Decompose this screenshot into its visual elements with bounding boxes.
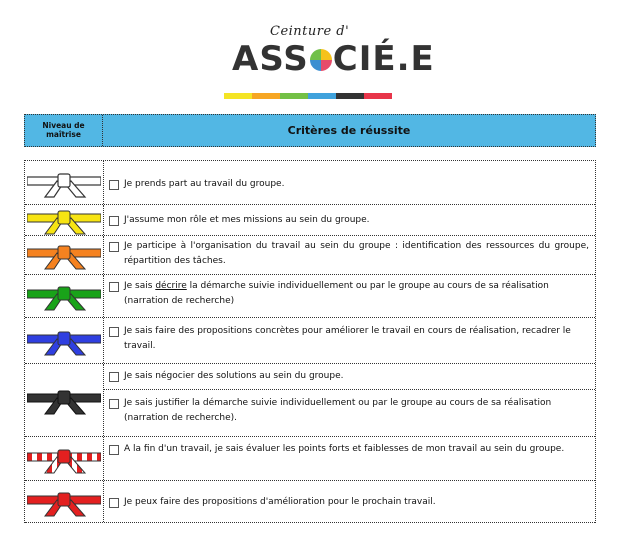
yellow-belt-icon bbox=[27, 205, 101, 235]
red-white-belt-icon bbox=[27, 444, 101, 474]
color-stripe-green bbox=[280, 93, 308, 99]
logo bbox=[0, 0, 620, 110]
white-belt-icon bbox=[27, 168, 101, 198]
criterion-text: Je sais décrire la démarche suivie individuellement ou par le groupe au cours de sa réalisation (narration de recherche) bbox=[124, 281, 549, 306]
table-row bbox=[25, 481, 595, 523]
table-row bbox=[103, 364, 595, 390]
color-stripe-orange bbox=[252, 93, 280, 99]
black-belt-icon bbox=[27, 385, 101, 415]
criterion-checkbox[interactable] bbox=[109, 282, 119, 292]
criterion-text: Je sais faire des propositions concrètes pour améliorer le travail en cours de réalisation, recadrer le travail. bbox=[124, 326, 571, 351]
header-level: Niveau de maîtrise bbox=[25, 115, 103, 146]
criterion-checkbox[interactable] bbox=[109, 327, 119, 337]
criterion-checkbox[interactable] bbox=[109, 216, 119, 226]
criterion-text: A la fin d'un travail, je sais évaluer les points forts et faiblesses de mon travail au sein du groupe. bbox=[124, 444, 565, 454]
table-row bbox=[25, 236, 595, 275]
table-row bbox=[25, 318, 595, 364]
criterion-checkbox[interactable] bbox=[109, 372, 119, 382]
criterion-checkbox[interactable] bbox=[109, 399, 119, 409]
logo-brand bbox=[232, 39, 435, 79]
criterion-checkbox[interactable] bbox=[109, 498, 119, 508]
header-criteria: Critères de réussite bbox=[287, 124, 411, 137]
table-row-group bbox=[25, 364, 595, 437]
criterion-checkbox[interactable] bbox=[109, 242, 119, 252]
criterion-text: Je prends part au travail du groupe. bbox=[124, 179, 285, 189]
criterion-text: Je participe à l'organisation du travail au sein du groupe : identification des ressources du groupe, répartition des tâches. bbox=[124, 241, 589, 266]
table-row bbox=[25, 161, 595, 205]
brand-right: CIÉ.E bbox=[332, 39, 435, 79]
table-row bbox=[25, 205, 595, 236]
color-stripe-yellow bbox=[224, 93, 252, 99]
green-belt-icon bbox=[27, 281, 101, 311]
color-stripe-blue bbox=[308, 93, 336, 99]
criterion-text: J'assume mon rôle et mes missions au sein du groupe. bbox=[124, 215, 370, 225]
criterion-text: Je sais négocier des solutions au sein du groupe. bbox=[124, 371, 344, 381]
criterion-checkbox[interactable] bbox=[109, 445, 119, 455]
criterion-checkbox[interactable] bbox=[109, 180, 119, 190]
table-row bbox=[103, 389, 595, 437]
orange-belt-icon bbox=[27, 240, 101, 270]
logo-script-text: Ceinture d' bbox=[270, 24, 350, 39]
logo-circle-icon bbox=[310, 49, 332, 71]
color-stripe-black bbox=[336, 93, 364, 99]
table-row bbox=[25, 275, 595, 318]
criterion-text: Je sais justifier la démarche suivie individuellement ou par le groupe au cours de sa réalisation (narration de recherche). bbox=[124, 398, 552, 423]
table-row bbox=[25, 437, 595, 481]
blue-belt-icon bbox=[27, 326, 101, 356]
brand-left: ASS bbox=[232, 39, 309, 79]
color-stripe-red bbox=[364, 93, 392, 99]
criterion-text: Je peux faire des propositions d'amélioration pour le prochain travail. bbox=[124, 497, 436, 507]
table-header bbox=[24, 114, 596, 147]
underlined-verb: décrire bbox=[155, 281, 187, 291]
red-belt-icon bbox=[27, 487, 101, 517]
criteria-table bbox=[24, 160, 596, 523]
